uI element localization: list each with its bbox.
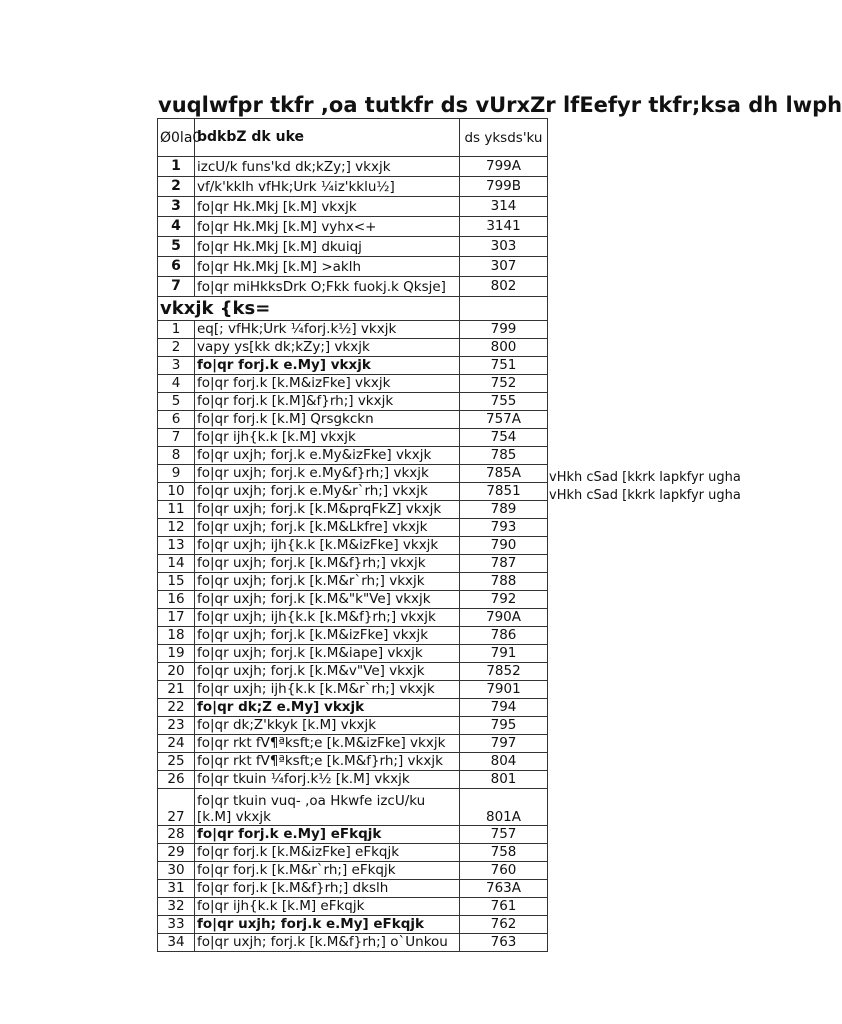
row-num: 8 <box>158 447 195 465</box>
row-num: 7 <box>158 277 195 297</box>
header-code: ds yksds'ku <box>460 119 548 157</box>
row-code: 763A <box>460 880 548 898</box>
row-code: 785 <box>460 447 548 465</box>
section-empty-cell <box>460 297 548 321</box>
table-row <box>158 501 548 519</box>
units-table <box>157 118 548 952</box>
row-num: 3 <box>158 197 195 217</box>
table-row <box>158 157 548 177</box>
row-name: fo|qr uxjh; forj.k e.My&izFke] vkxjk <box>195 447 460 465</box>
row-code: 788 <box>460 573 548 591</box>
row-num: 1 <box>158 157 195 177</box>
row-name: fo|qr uxjh; forj.k [k.M&izFke] vkxjk <box>195 627 460 645</box>
table-row <box>158 519 548 537</box>
table-row <box>158 771 548 789</box>
table-row <box>158 393 548 411</box>
table-row <box>158 321 548 339</box>
row-name: fo|qr uxjh; forj.k e.My&f}rh;] vkxjk <box>195 465 460 483</box>
row-name: fo|qr forj.k [k.M&izFke] eFkqjk <box>195 844 460 862</box>
row-code: 7852 <box>460 663 548 681</box>
page-title: vuqlwfpr tkfr ,oa tutkfr ds vUrxZr lfEefyr tkfr;ksa dh lwph <box>158 93 842 117</box>
row-num: 16 <box>158 591 195 609</box>
row-name: fo|qr forj.k [k.M&f}rh;] dkslh <box>195 880 460 898</box>
row-num: 25 <box>158 753 195 771</box>
row-num: 20 <box>158 663 195 681</box>
row-name: fo|qr uxjh; forj.k [k.M&f}rh;] o`Unkou <box>195 934 460 952</box>
row-name: fo|qr dk;Z e.My] vkxjk <box>195 699 460 717</box>
row-num: 31 <box>158 880 195 898</box>
row-num: 19 <box>158 645 195 663</box>
row-code: 303 <box>460 237 548 257</box>
row-name: fo|qr uxjh; forj.k [k.M&r`rh;] vkxjk <box>195 573 460 591</box>
row-code: 763 <box>460 934 548 952</box>
row-num: 2 <box>158 177 195 197</box>
row-num: 32 <box>158 898 195 916</box>
row-name: fo|qr uxjh; forj.k [k.M&iape] vkxjk <box>195 645 460 663</box>
row-name: fo|qr tkuin vuq- ,oa Hkwfe izcU/ku [k.M] vkxjk <box>195 789 460 826</box>
row-code: 787 <box>460 555 548 573</box>
row-code: 761 <box>460 898 548 916</box>
row-num: 4 <box>158 217 195 237</box>
table-row <box>158 934 548 952</box>
row-num: 13 <box>158 537 195 555</box>
table-row <box>158 916 548 934</box>
row-num: 5 <box>158 393 195 411</box>
table-row <box>158 681 548 699</box>
table-row <box>158 645 548 663</box>
table-row <box>158 237 548 257</box>
row-code: 793 <box>460 519 548 537</box>
row-name: vf/k'kklh vfHk;Urk ¼iz'kklu½] <box>195 177 460 197</box>
row-num: 9 <box>158 465 195 483</box>
overflow-note-row9: vHkh cSad [kkrk lapkfyr ugha <box>549 470 741 485</box>
row-num: 6 <box>158 257 195 277</box>
row-code: 792 <box>460 591 548 609</box>
row-num: 15 <box>158 573 195 591</box>
row-name: fo|qr forj.k [k.M]&f}rh;] vkxjk <box>195 393 460 411</box>
row-name: fo|qr forj.k [k.M&izFke] vkxjk <box>195 375 460 393</box>
section-row <box>158 297 548 321</box>
row-code: 791 <box>460 645 548 663</box>
row-name: vapy ys[kk dk;kZy;] vkxjk <box>195 339 460 357</box>
row-num: 12 <box>158 519 195 537</box>
row-code: 799B <box>460 177 548 197</box>
row-name: fo|qr Hk.Mkj [k.M] >aklh <box>195 257 460 277</box>
table-row <box>158 627 548 645</box>
row-num: 6 <box>158 411 195 429</box>
row-name: fo|qr forj.k e.My] eFkqjk <box>195 826 460 844</box>
row-code: 790A <box>460 609 548 627</box>
table-row <box>158 862 548 880</box>
row-num: 27 <box>158 789 195 826</box>
row-name: fo|qr forj.k e.My] vkxjk <box>195 357 460 375</box>
row-code: 755 <box>460 393 548 411</box>
row-code: 7851 <box>460 483 548 501</box>
row-name: fo|qr forj.k [k.M&r`rh;] eFkqjk <box>195 862 460 880</box>
table-row <box>158 375 548 393</box>
row-name: fo|qr Hk.Mkj [k.M] dkuiqj <box>195 237 460 257</box>
table-row <box>158 277 548 297</box>
table-row <box>158 447 548 465</box>
table-row <box>158 591 548 609</box>
row-name: fo|qr ijh{k.k [k.M] eFkqjk <box>195 898 460 916</box>
row-code: 757A <box>460 411 548 429</box>
row-num: 28 <box>158 826 195 844</box>
section-label: vkxjk {ks= <box>158 297 460 321</box>
row-code: 804 <box>460 753 548 771</box>
row-num: 5 <box>158 237 195 257</box>
table-row <box>158 663 548 681</box>
row-num: 26 <box>158 771 195 789</box>
row-name: fo|qr uxjh; ijh{k.k [k.M&r`rh;] vkxjk <box>195 681 460 699</box>
row-num: 18 <box>158 627 195 645</box>
row-num: 3 <box>158 357 195 375</box>
row-num: 7 <box>158 429 195 447</box>
row-num: 33 <box>158 916 195 934</box>
row-code: 785A <box>460 465 548 483</box>
row-num: 2 <box>158 339 195 357</box>
row-name: fo|qr rkt fV¶ªksft;e [k.M&izFke] vkxjk <box>195 735 460 753</box>
row-num: 23 <box>158 717 195 735</box>
row-code: 801A <box>460 789 548 826</box>
row-name: fo|qr uxjh; forj.k e.My&r`rh;] vkxjk <box>195 483 460 501</box>
row-num: 14 <box>158 555 195 573</box>
row-name: fo|qr Hk.Mkj [k.M] vyhx<+ <box>195 217 460 237</box>
row-num: 24 <box>158 735 195 753</box>
table-row <box>158 465 548 483</box>
table-row <box>158 753 548 771</box>
row-name: fo|qr uxjh; ijh{k.k [k.M&f}rh;] vkxjk <box>195 609 460 627</box>
table-row <box>158 898 548 916</box>
row-code: 762 <box>460 916 548 934</box>
table-row <box>158 609 548 627</box>
row-code: 802 <box>460 277 548 297</box>
row-code: 800 <box>460 339 548 357</box>
row-num: 11 <box>158 501 195 519</box>
row-code: 797 <box>460 735 548 753</box>
row-num: 1 <box>158 321 195 339</box>
table-row <box>158 826 548 844</box>
row-name: fo|qr uxjh; forj.k [k.M&Lkfre] vkxjk <box>195 519 460 537</box>
row-name: fo|qr miHkksDrk O;Fkk fuokj.k Qksje] <box>195 277 460 297</box>
row-code: 758 <box>460 844 548 862</box>
row-code: 754 <box>460 429 548 447</box>
table-row <box>158 177 548 197</box>
row-num: 4 <box>158 375 195 393</box>
row-name: fo|qr tkuin ¼forj.k½ [k.M] vkxjk <box>195 771 460 789</box>
table-row <box>158 573 548 591</box>
row-code: 789 <box>460 501 548 519</box>
title-clip <box>120 92 842 118</box>
row-num: 29 <box>158 844 195 862</box>
row-code: 757 <box>460 826 548 844</box>
table-row <box>158 844 548 862</box>
header-name: bdkbZ dk uke <box>195 119 460 157</box>
table-row <box>158 717 548 735</box>
row-name: fo|qr uxjh; forj.k [k.M&f}rh;] vkxjk <box>195 555 460 573</box>
table-row <box>158 429 548 447</box>
row-code: 799 <box>460 321 548 339</box>
row-code: 7901 <box>460 681 548 699</box>
row-code: 751 <box>460 357 548 375</box>
row-code: 314 <box>460 197 548 217</box>
row-name: fo|qr uxjh; forj.k e.My] eFkqjk <box>195 916 460 934</box>
table-row <box>158 217 548 237</box>
row-code: 795 <box>460 717 548 735</box>
row-name: fo|qr uxjh; forj.k [k.M&prqFkZ] vkxjk <box>195 501 460 519</box>
row-name: fo|qr uxjh; ijh{k.k [k.M&izFke] vkxjk <box>195 537 460 555</box>
row-code: 794 <box>460 699 548 717</box>
row-num: 17 <box>158 609 195 627</box>
table-row <box>158 197 548 217</box>
table-row <box>158 555 548 573</box>
overflow-note-row10: vHkh cSad [kkrk lapkfyr ugha <box>549 488 741 503</box>
table-row <box>158 880 548 898</box>
row-code: 786 <box>460 627 548 645</box>
row-code: 799A <box>460 157 548 177</box>
row-num: 30 <box>158 862 195 880</box>
row-code: 801 <box>460 771 548 789</box>
row-name: fo|qr ijh{k.k [k.M] vkxjk <box>195 429 460 447</box>
row-code: 752 <box>460 375 548 393</box>
table-row <box>158 483 548 501</box>
row-name: fo|qr uxjh; forj.k [k.M&v"Ve] vkxjk <box>195 663 460 681</box>
row-name: izcU/k funs'kd dk;kZy;] vkxjk <box>195 157 460 177</box>
table-row <box>158 789 548 826</box>
table-row <box>158 537 548 555</box>
row-code: 3141 <box>460 217 548 237</box>
row-num: 22 <box>158 699 195 717</box>
row-name: eq[; vfHk;Urk ¼forj.k½] vkxjk <box>195 321 460 339</box>
row-num: 10 <box>158 483 195 501</box>
row-name: fo|qr forj.k [k.M] Qrsgkckn <box>195 411 460 429</box>
row-name: fo|qr Hk.Mkj [k.M] vkxjk <box>195 197 460 217</box>
header-num: Ø0la0 <box>158 119 195 157</box>
table-row <box>158 699 548 717</box>
header-row <box>158 119 548 157</box>
row-num: 21 <box>158 681 195 699</box>
row-num: 34 <box>158 934 195 952</box>
row-code: 790 <box>460 537 548 555</box>
table-row <box>158 257 548 277</box>
row-code: 760 <box>460 862 548 880</box>
row-name: fo|qr dk;Z'kkyk [k.M] vkxjk <box>195 717 460 735</box>
row-name: fo|qr uxjh; forj.k [k.M&"k"Ve] vkxjk <box>195 591 460 609</box>
row-code: 307 <box>460 257 548 277</box>
table-row <box>158 411 548 429</box>
table-row <box>158 339 548 357</box>
table-row <box>158 735 548 753</box>
row-name: fo|qr rkt fV¶ªksft;e [k.M&f}rh;] vkxjk <box>195 753 460 771</box>
table-row <box>158 357 548 375</box>
